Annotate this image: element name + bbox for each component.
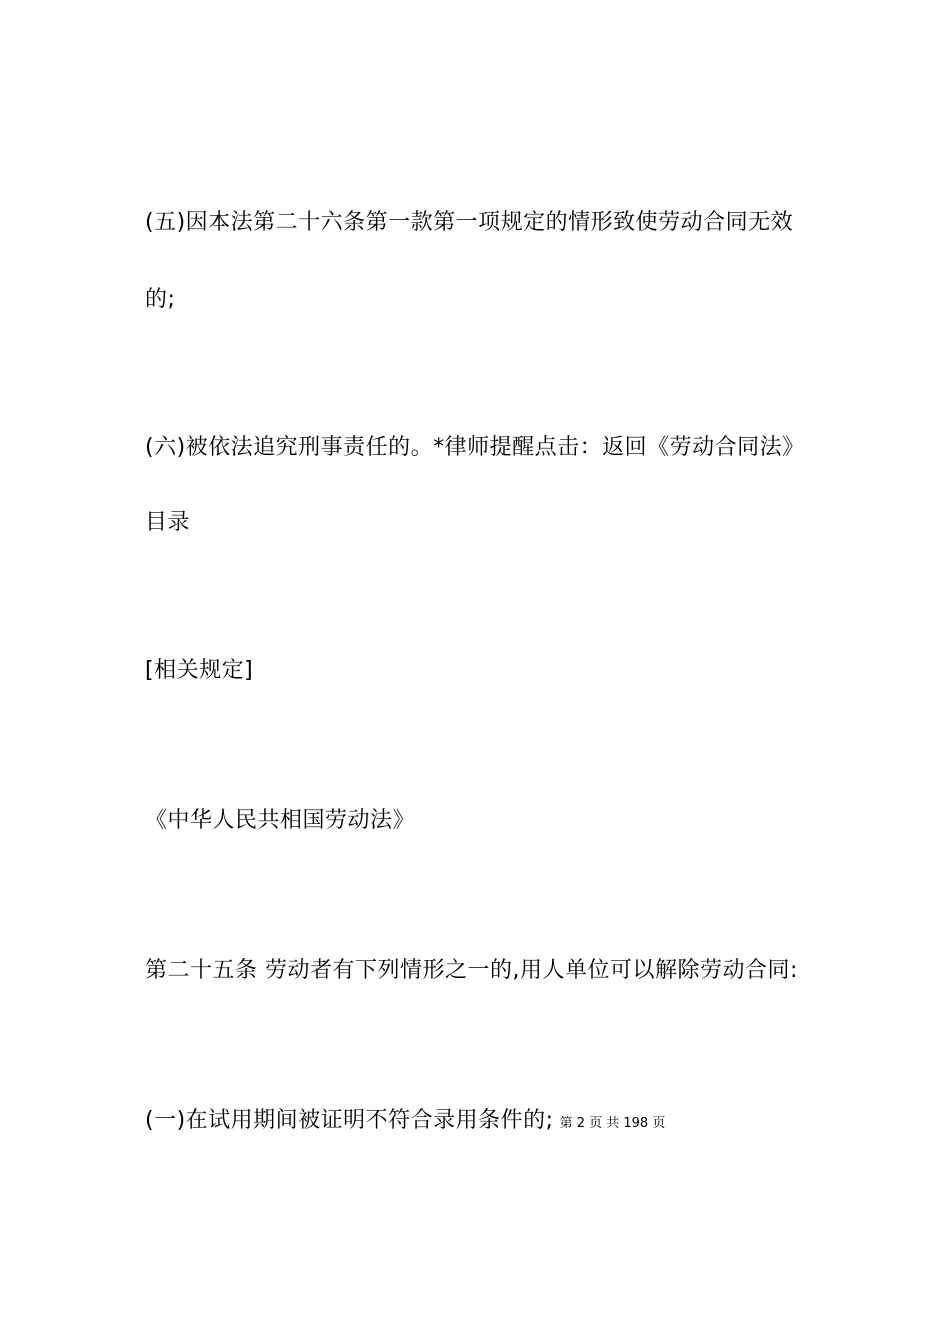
paragraph-line: 第二十五条 劳动者有下列情形之一的,用人单位可以解除劳动合同: — [145, 958, 798, 983]
paragraph-line: 的; — [145, 287, 176, 312]
paragraph-text: (一)在试用期间被证明不符合录用条件的; — [145, 1108, 554, 1133]
paragraph-line: (六)被依法追究刑事责任的。*律师提醒点击：返回《劳动合同法》 — [145, 435, 805, 460]
paragraph-line-with-footer — [145, 1106, 665, 1139]
page-footer: 第 2 页 共 198 页 — [559, 1116, 666, 1131]
law-title: 《中华人民共相国劳动法》 — [145, 808, 416, 833]
section-heading: [相关规定] — [145, 658, 254, 683]
paragraph-line: 目录 — [145, 510, 191, 535]
paragraph-line: (五)因本法第二十六条第一款第一项规定的情形致使劳动合同无效 — [145, 210, 794, 235]
